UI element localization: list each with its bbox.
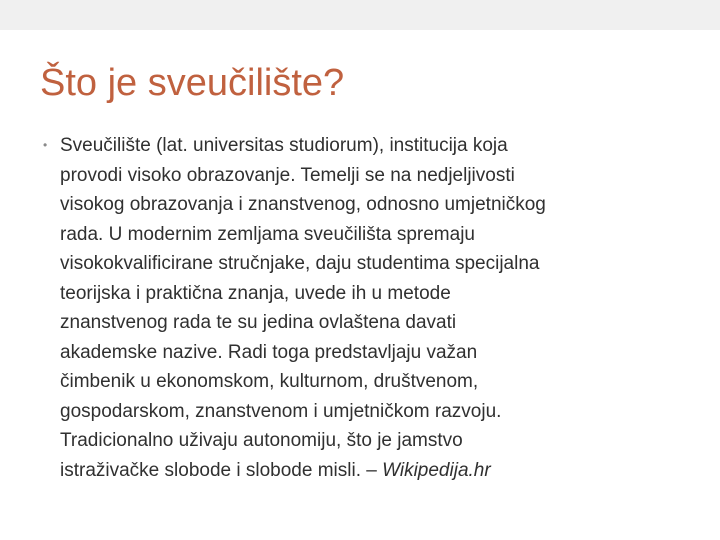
body-line: teorijska i praktična znanja, uvede ih u metode <box>60 282 451 304</box>
body-line-last <box>60 456 690 486</box>
body-line: akademske nazive. Radi toga predstavljaju važan <box>60 341 478 363</box>
source-citation: Wikipedija.hr <box>382 459 491 481</box>
body-line: Tradicionalno uživaju autonomiju, što je jamstvo <box>60 430 463 451</box>
body-line-text: istraživačke slobode i slobode misli. – <box>60 459 383 481</box>
body-line: rada. U modernim zemljama sveučilišta spremaju <box>60 223 475 245</box>
body-line: čimbenik u ekonomskom, kulturnom, društvenom, <box>60 371 479 392</box>
body-line: gospodarskom, znanstvenom i umjetničkom razvoju. <box>60 400 502 422</box>
body-line: provodi visoko obrazovanje. Temelji se na nedjeljivosti <box>60 164 515 186</box>
slide-content <box>40 131 690 485</box>
body-line: znanstvenog rada te su jedina ovlaštena davati <box>60 312 457 333</box>
bullet-icon: • <box>43 138 48 152</box>
body-line: visokog obrazovanja i znanstvenog, odnosno umjetničkog <box>60 194 546 215</box>
body-line: visokokvalificirane stručnjake, daju studentima specijalna <box>60 253 540 274</box>
bullet-item <box>40 131 690 485</box>
slide-title: Što je sveučilište? <box>40 62 345 104</box>
slide-top-band <box>0 0 720 30</box>
body-line: Sveučilište (lat. universitas studiorum), institucija koja <box>60 135 508 156</box>
